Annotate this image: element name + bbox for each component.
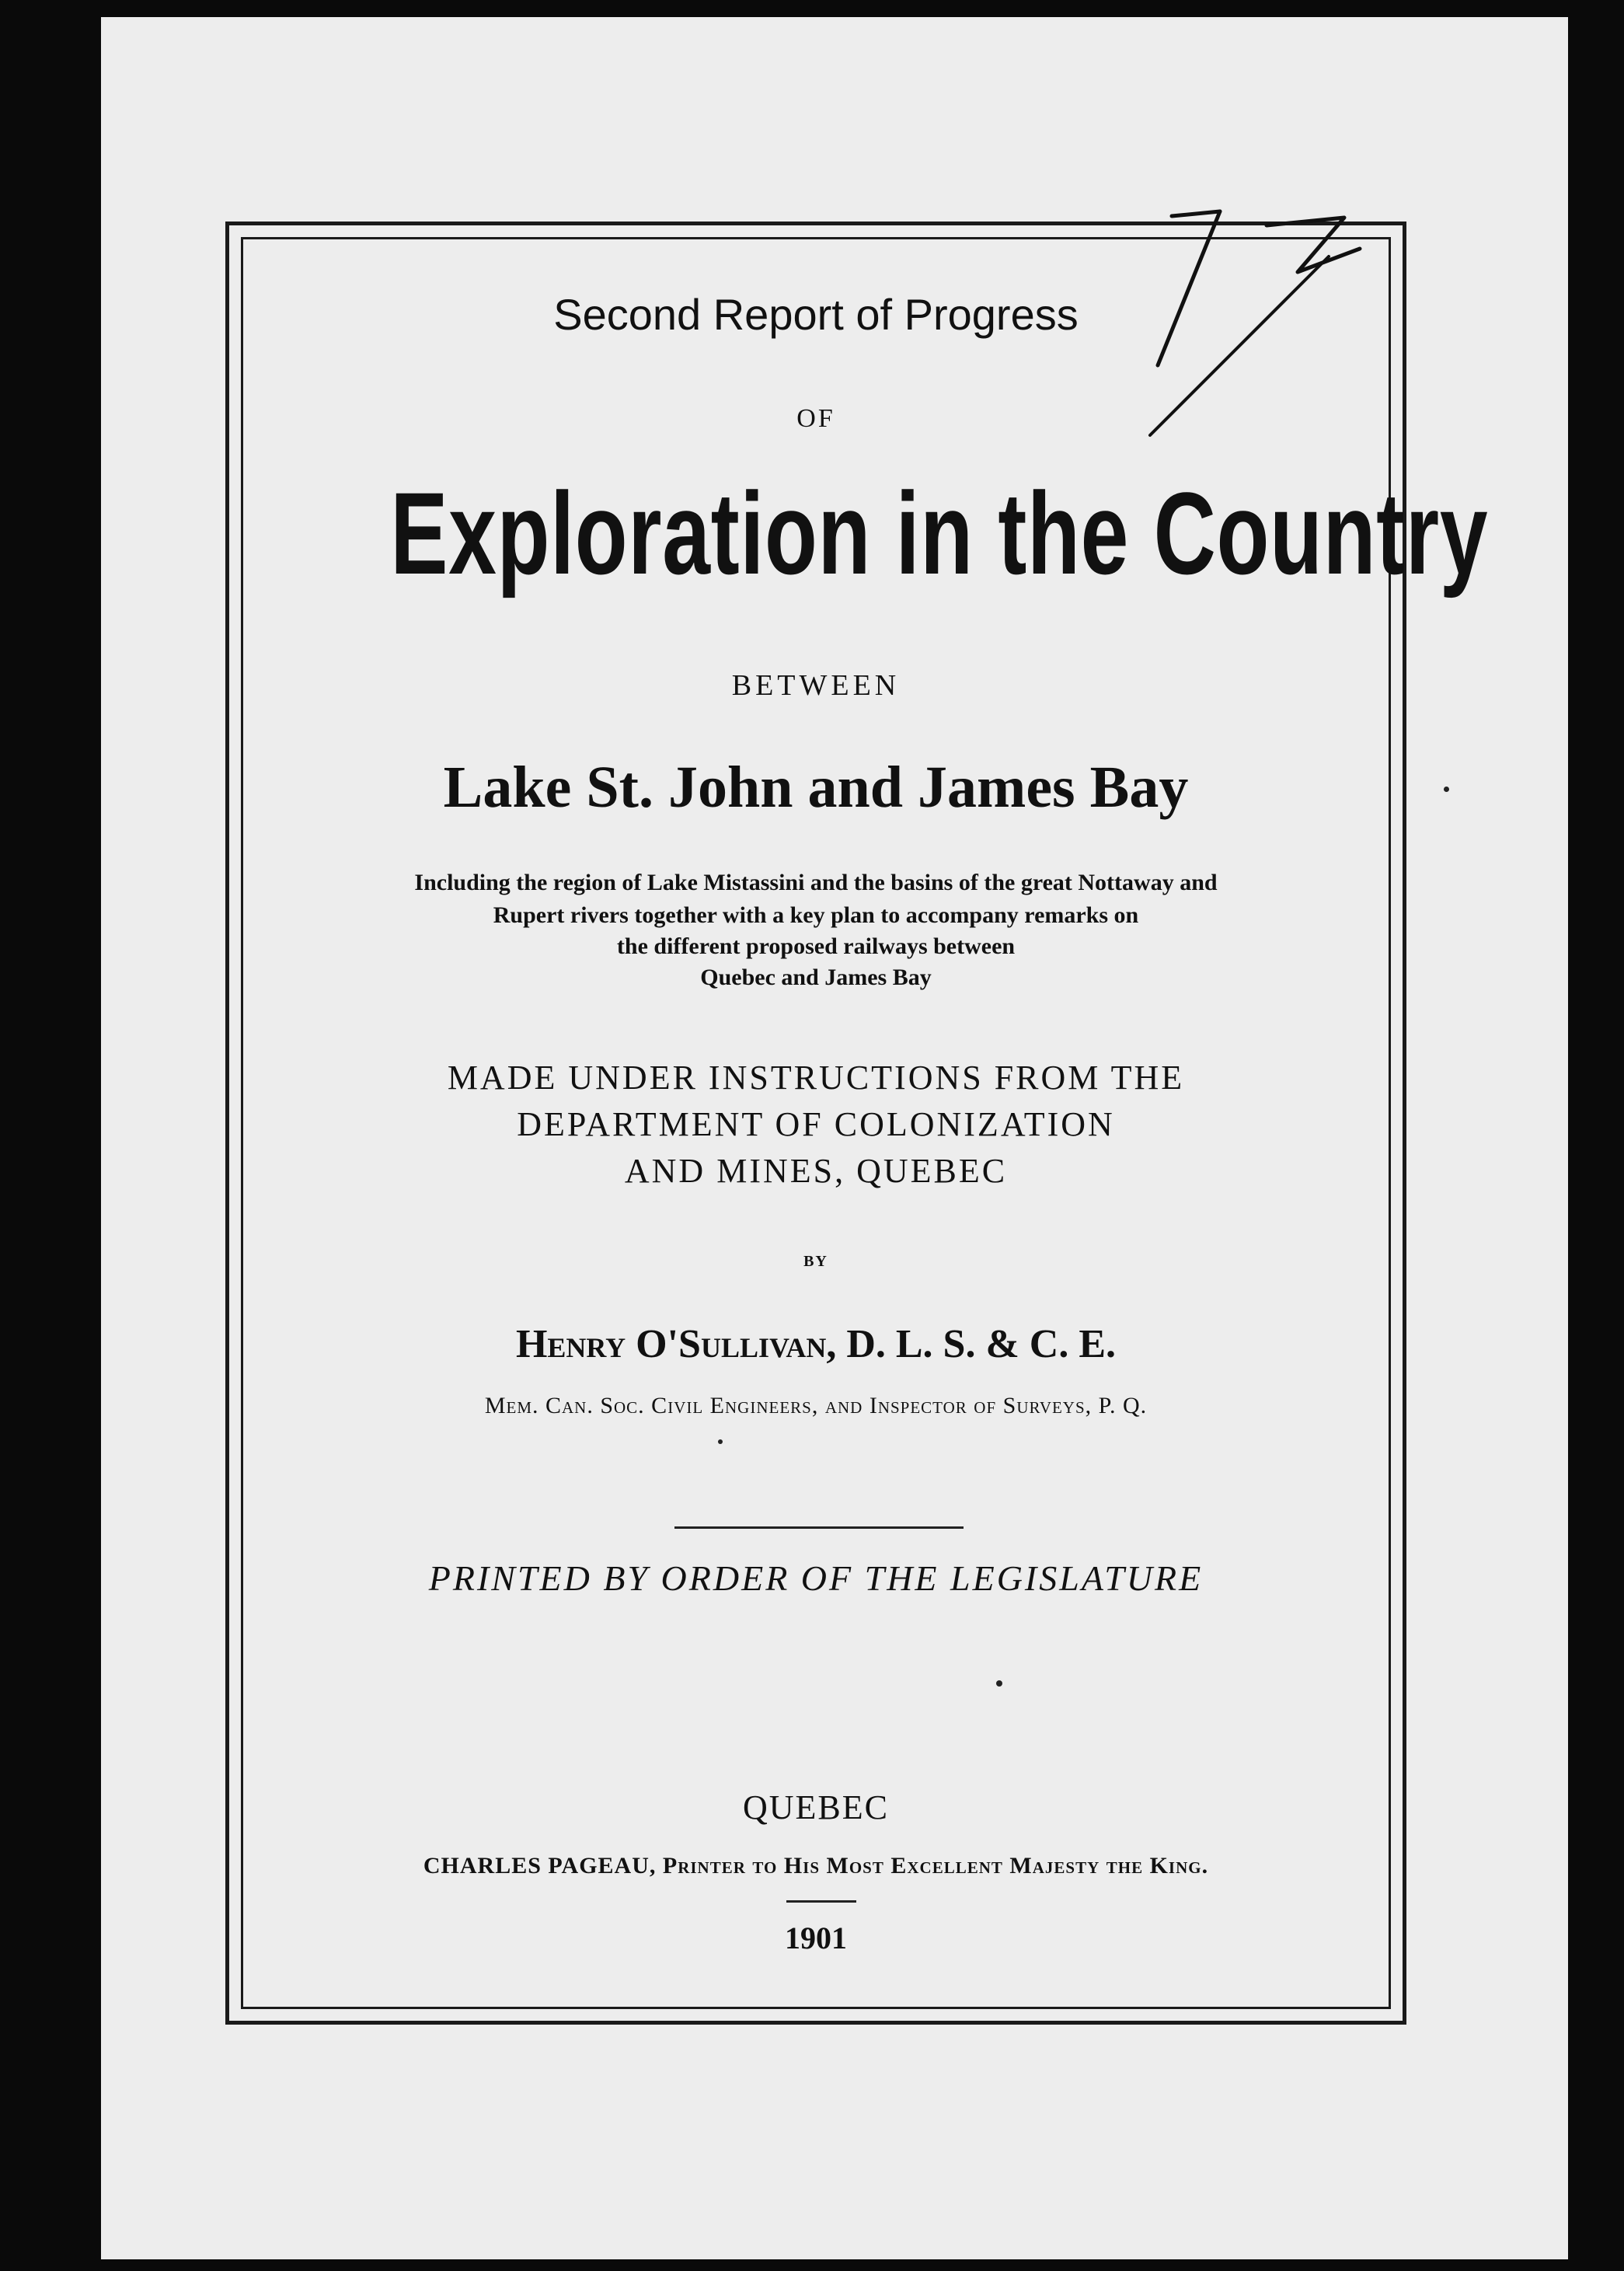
description-line: Quebec and James Bay [700,965,932,990]
description-line: the different proposed railways between [616,933,1016,959]
publication-year: 1901 [785,1920,847,1955]
author-credentials: Mem. Can. Soc. Civil Engineers, and Inspector of Surveys, P. Q. [484,1393,1148,1418]
instructions-line: AND MINES, QUEBEC [624,1152,1008,1190]
author-name: Henry O'Sullivan, D. L. S. & C. E. [515,1322,1117,1366]
instructions-line: DEPARTMENT OF COLONIZATION [517,1105,1115,1143]
printed-by-line: PRINTED BY ORDER OF THE LEGISLATURE [428,1558,1204,1598]
of-connector: OF [796,404,835,433]
main-title: Exploration in the Country [390,468,1489,598]
paper-speck [1444,787,1449,792]
report-title: Second Report of Progress [553,290,1079,339]
paper-speck [718,1439,723,1444]
printer-line: CHARLES PAGEAU, Printer to His Most Excellent Majesty the King. [423,1853,1209,1879]
description-line: Rupert rivers together with a key plan to accompany remarks on [493,902,1139,928]
by-connector: BY [803,1253,828,1270]
instructions-line: MADE UNDER INSTRUCTIONS FROM THE [447,1059,1185,1097]
divider-rule [674,1526,964,1529]
year-divider [786,1900,856,1903]
paper-speck [996,1680,1002,1687]
description-line: Including the region of Lake Mistassini and the basins of the great Nottaway and [414,870,1218,895]
between-connector: BETWEEN [731,669,901,702]
publication-city: QUEBEC [743,1788,889,1826]
region-title: Lake St. John and James Bay [443,755,1189,820]
